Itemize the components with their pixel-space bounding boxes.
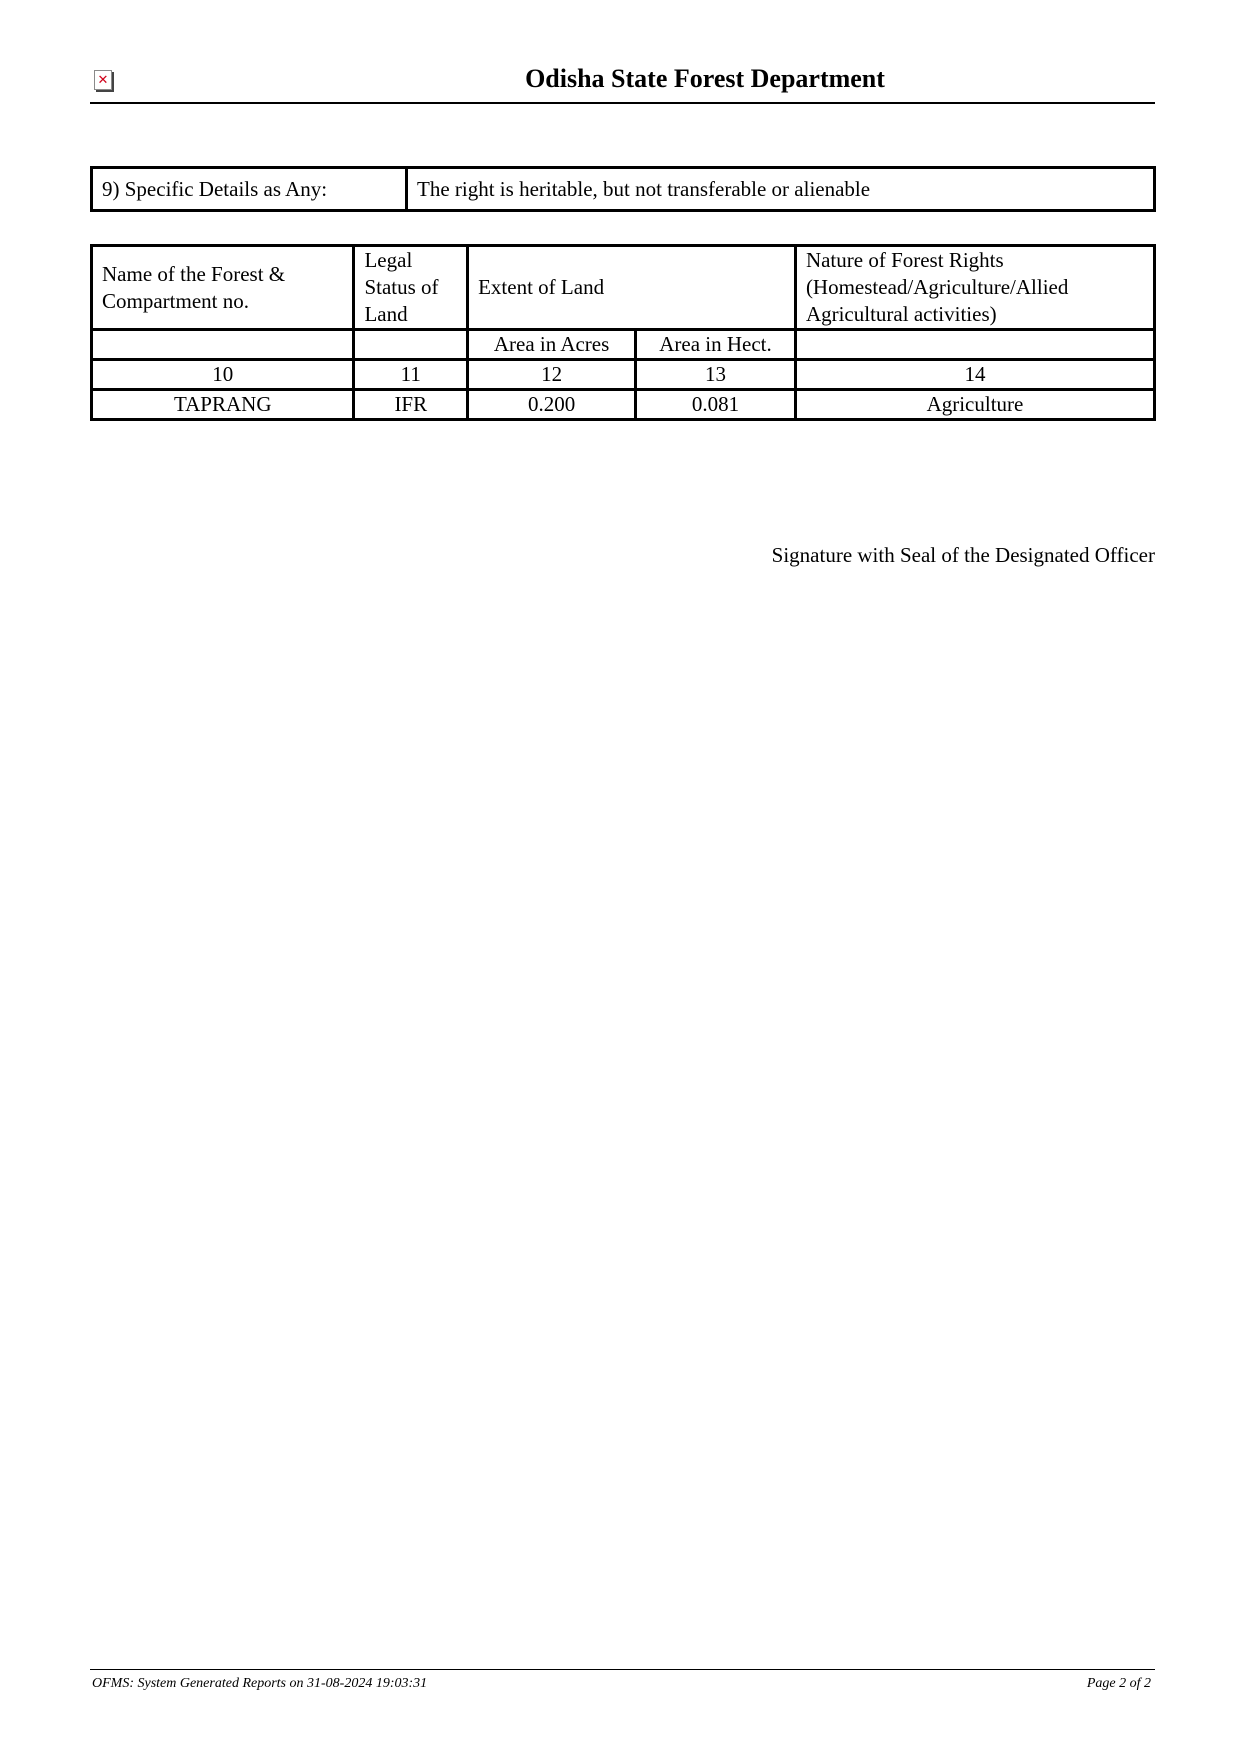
table-row bbox=[92, 168, 1155, 211]
page-number: Page 2 of 2 bbox=[1086, 1676, 1151, 1691]
empty-cell bbox=[354, 330, 468, 360]
cell-legal-status: IFR bbox=[354, 390, 468, 420]
column-number-row bbox=[92, 360, 1155, 390]
subheader-area-hect: Area in Hect. bbox=[636, 330, 796, 360]
cell-area-acres: 0.200 bbox=[468, 390, 636, 420]
header-divider bbox=[90, 102, 1155, 104]
header-legal-status: Legal Status of Land bbox=[354, 246, 468, 330]
empty-cell bbox=[795, 330, 1154, 360]
footer-divider bbox=[90, 1669, 1155, 1670]
column-number: 13 bbox=[636, 360, 796, 390]
broken-image-icon: ✕ bbox=[94, 70, 112, 90]
subheader-area-acres: Area in Acres bbox=[468, 330, 636, 360]
cell-nature-of-rights: Agriculture bbox=[795, 390, 1154, 420]
cell-forest-name: TAPRANG bbox=[92, 390, 354, 420]
signature-label: Signature with Seal of the Designated Officer bbox=[771, 543, 1155, 567]
column-number: 14 bbox=[795, 360, 1154, 390]
cell-area-hect: 0.081 bbox=[636, 390, 796, 420]
forest-land-table bbox=[90, 244, 1156, 421]
details-label: 9) Specific Details as Any: bbox=[92, 168, 407, 211]
specific-details-table bbox=[90, 166, 1156, 212]
header-extent-of-land: Extent of Land bbox=[468, 246, 796, 330]
page-title: Odisha State Forest Department bbox=[525, 64, 885, 93]
footer-generated-note: OFMS: System Generated Reports on 31-08-2024 19:03:31 bbox=[92, 1676, 428, 1691]
header-nature-of-rights: Nature of Forest Rights (Homestead/Agriculture/Allied Agricultural activities) bbox=[795, 246, 1154, 330]
details-value: The right is heritable, but not transferable or alienable bbox=[407, 168, 1155, 211]
table-subheader-row bbox=[92, 330, 1155, 360]
column-number: 12 bbox=[468, 360, 636, 390]
empty-cell bbox=[92, 330, 354, 360]
table-header-row bbox=[92, 246, 1155, 330]
header-forest-name: Name of the Forest & Compartment no. bbox=[92, 246, 354, 330]
table-row bbox=[92, 390, 1155, 420]
column-number: 11 bbox=[354, 360, 468, 390]
column-number: 10 bbox=[92, 360, 354, 390]
